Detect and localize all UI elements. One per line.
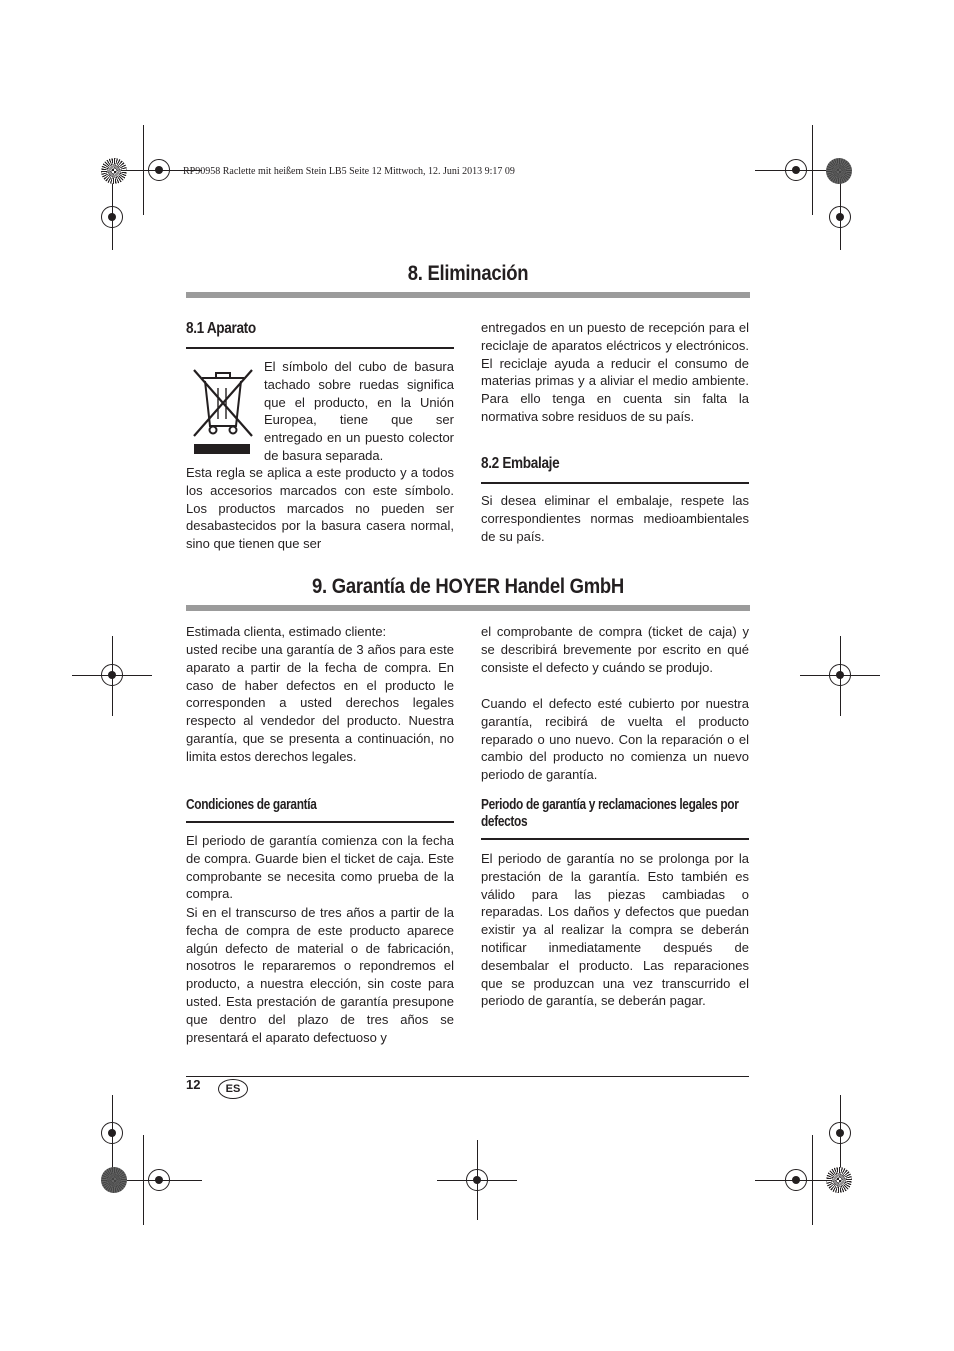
color-target-icon xyxy=(826,158,852,184)
color-target-icon xyxy=(101,1167,127,1193)
print-slug: RP90958 Raclette mit heißem Stein LB5 Seite 12 Mittwoch, 12. Juni 2013 9:17 09 xyxy=(183,166,515,177)
subsection-rule xyxy=(186,347,454,349)
subsection-rule xyxy=(186,821,454,823)
subsection-rule xyxy=(481,838,749,840)
registration-mark-icon xyxy=(101,664,123,686)
warranty-period-title: Periodo de garantía y reclamaciones legales por defectos xyxy=(481,797,739,830)
registration-mark-icon xyxy=(829,206,851,228)
registration-mark-icon xyxy=(785,1169,807,1191)
paragraph: El periodo de garantía comienza con la fecha de compra. Guarde bien el ticket de caja. Este comprobante se necesita como prueba de la compra. xyxy=(186,833,454,902)
page-number: 12 xyxy=(186,1077,201,1092)
registration-mark-icon xyxy=(785,159,807,181)
footer-rule xyxy=(186,1076,749,1077)
section-9-title: 9. Garantía de HOYER Handel GmbH xyxy=(312,575,624,598)
paragraph: Si en el transcurso de tres años a partir de la fecha de compra de este producto aparece algún defecto de material o de fabricación, nosotros le repararemos o repondremos el producto, a nuestra elección, sin coste para usted. Esta prestación de garantía presupone que dentro del plazo de tres años se presentará el aparato defectuoso y xyxy=(186,905,454,1045)
greeting: Estimada clienta, estimado cliente: xyxy=(186,624,387,639)
section-divider xyxy=(186,292,750,298)
registration-mark-icon xyxy=(148,159,170,181)
subsection-8-2-title: 8.2 Embalaje xyxy=(481,455,560,472)
conditions-title: Condiciones de garantía xyxy=(186,797,317,813)
paragraph: el comprobante de compra (ticket de caja) y se describirá brevemente por escrito en qué consiste el defecto y cuándo se produjo. xyxy=(481,624,749,675)
color-target-icon xyxy=(101,158,127,184)
paragraph: El periodo de garantía no se prolonga por la prestación de la garantía. Esto también es válido para las piezas cambiadas o reparadas. Los daños y defectos que puedan existir ya al realizar la compra se deberán notificar inmediatamente después de desembalar el producto. Las reparaciones que se produzcan una vez transcurrido el periodo de garantía, se deberán pagar. xyxy=(481,851,749,1009)
section-divider xyxy=(186,605,750,611)
registration-mark-icon xyxy=(101,1122,123,1144)
section-8-title: 8. Eliminación xyxy=(407,262,529,285)
registration-mark-icon xyxy=(829,664,851,686)
registration-mark-icon xyxy=(829,1122,851,1144)
paragraph: Si desea eliminar el embalaje, respete las correspondientes normas medioambientales de su país. xyxy=(481,493,749,544)
crossed-bin-icon xyxy=(188,364,258,458)
paragraph: Esta regla se aplica a este producto y a todos los accesorios marcados con este símbolo. Los productos marcados no pueden ser desabastecidos por la basura casera normal, sino que tienen que ser xyxy=(186,465,454,552)
paragraph: usted recibe una garantía de 3 años para este aparato a partir de la fecha de compra. En caso de haber defectos en el producto le corresponden a usted derechos legales respecto al vendedor del producto. Nuestra garantía, que se presenta a continuación, no limita estos derechos legales. xyxy=(186,642,454,764)
registration-mark-icon xyxy=(148,1169,170,1191)
subsection-8-1-title: 8.1 Aparato xyxy=(186,320,256,337)
language-badge: ES xyxy=(218,1079,248,1099)
paragraph: Cuando el defecto esté cubierto por nuestra garantía, recibirá de vuelta el producto reparado o uno nuevo. Con la reparación o el cambio del producto no comienza un nuevo periodo de garantía. xyxy=(481,696,749,783)
registration-mark-icon xyxy=(101,206,123,228)
paragraph: El símbolo del cubo de basura tachado sobre ruedas significa que el producto, en la Unión Europea, tiene que ser entregado en un puesto colector de basura separada. xyxy=(264,359,454,463)
subsection-rule xyxy=(481,482,749,484)
color-target-icon xyxy=(826,1167,852,1193)
paragraph: entregados en un puesto de recepción para el reciclaje de aparatos eléctricos y electrónicos. El reciclaje ayuda a reducir el consumo de materias primas y a aliviar el medio ambiente. Para ello tenga en cuenta sin falta la normativa sobre residuos de su país. xyxy=(481,320,749,424)
registration-mark-icon xyxy=(466,1169,488,1191)
